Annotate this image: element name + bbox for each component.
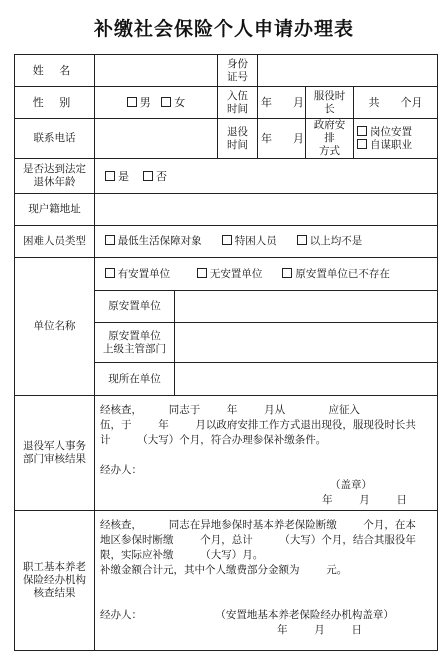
unit-option-gone[interactable]: 原安置单位已不存在 xyxy=(282,268,390,280)
veteran-review-line2: 伍，于 年 月以政府安排工作方式退出现役，服现役时长共 xyxy=(100,419,416,431)
checkbox-icon xyxy=(197,268,207,278)
checkbox-icon xyxy=(105,268,115,278)
hardship-option-1[interactable]: 最低生活保障对象 xyxy=(105,235,202,247)
retirement-age-label: 是否达到法定 退休年龄 xyxy=(15,159,95,194)
placement-method-label: 政府安排 方式 xyxy=(306,119,354,159)
orig-unit-label: 原安置单位 xyxy=(95,291,175,323)
retire-yes-option[interactable]: 是 xyxy=(105,170,129,183)
placement-method-options xyxy=(354,119,438,159)
application-form-table xyxy=(14,54,438,651)
pension-review-date: 年 月 日 xyxy=(277,624,363,636)
unit-option-none[interactable]: 无安置单位 xyxy=(197,268,263,280)
checkbox-icon xyxy=(105,235,115,245)
service-length-label: 服役时长 xyxy=(306,87,354,119)
pension-review-line4: 补缴金额合计元，其中个人缴费部分金额为 元。 xyxy=(100,564,348,576)
id-label: 身份 证号 xyxy=(218,55,258,87)
pension-review-line3: 限，实际应补缴 （大写）月。 xyxy=(100,549,264,561)
hardship-type-options xyxy=(95,226,438,258)
gender-options xyxy=(95,87,218,119)
checkbox-icon xyxy=(127,97,137,107)
pension-review-content xyxy=(95,511,438,651)
checkbox-icon xyxy=(357,139,367,149)
phone-field[interactable] xyxy=(95,119,218,159)
checkbox-icon xyxy=(282,268,292,278)
veteran-review-line1: 经核查， 同志于 年 月从 应征入 xyxy=(100,404,360,416)
pension-review-seal: （安置地基本养老保险经办机构盖章） xyxy=(215,609,394,621)
hardship-option-3[interactable]: 以上均不是 xyxy=(297,235,363,247)
retirement-age-options xyxy=(95,159,438,194)
orig-unit-field[interactable] xyxy=(175,291,438,323)
enlist-time-field[interactable]: 年 月 xyxy=(258,87,306,119)
pension-review-handler: 经办人： （安置地基本养老保险经办机构盖章） xyxy=(100,609,394,621)
checkbox-icon xyxy=(297,235,307,245)
veteran-review-content xyxy=(95,396,438,511)
orig-dept-label: 原安置单位 上级主管部门 xyxy=(95,323,175,363)
name-label: 姓 名 xyxy=(15,55,95,87)
id-number-field[interactable] xyxy=(258,55,438,87)
address-label: 现户籍地址 xyxy=(15,194,95,226)
unit-option-has[interactable]: 有安置单位 xyxy=(105,268,171,280)
checkbox-icon xyxy=(357,126,367,136)
gender-male-option[interactable]: 男 xyxy=(127,96,151,109)
veteran-review-handler: 经办人： xyxy=(100,464,142,476)
pension-review-line2: 地区参保时断缴 个月，总计 （大写）个月，结合其服役年 xyxy=(100,534,416,546)
enlist-time-label: 入伍 时间 xyxy=(218,87,258,119)
orig-dept-field[interactable] xyxy=(175,323,438,363)
checkbox-icon xyxy=(143,171,153,181)
name-field[interactable] xyxy=(95,55,218,87)
hardship-type-label: 困难人员类型 xyxy=(15,226,95,258)
veteran-review-seal: （盖章） xyxy=(330,479,373,491)
pension-review-label: 职工基本养老 保险经办机构 核查结果 xyxy=(15,511,95,651)
address-field[interactable] xyxy=(95,194,438,226)
current-unit-label: 现所在单位 xyxy=(95,363,175,396)
form-title: 补缴社会保险个人申请办理表 xyxy=(93,18,354,40)
current-unit-field[interactable] xyxy=(175,363,438,396)
phone-label: 联系电话 xyxy=(15,119,95,159)
veteran-review-line3: 计 （大写）个月，符合办理参保补缴条件。 xyxy=(100,434,327,446)
unit-name-label: 单位名称 xyxy=(15,258,95,396)
placement-self-option[interactable]: 自谋职业 xyxy=(357,139,434,152)
veteran-review-label: 退役军人事务 部门审核结果 xyxy=(15,396,95,511)
service-length-field[interactable]: 共 个月 xyxy=(354,87,438,119)
retire-no-option[interactable]: 否 xyxy=(143,170,167,183)
checkbox-icon xyxy=(105,171,115,181)
checkbox-icon xyxy=(161,97,171,107)
placement-job-option[interactable]: 岗位安置 xyxy=(357,126,434,139)
unit-options xyxy=(95,258,438,291)
gender-label: 性 别 xyxy=(15,87,95,119)
veteran-review-date: 年 月 日 xyxy=(322,494,408,506)
gender-female-option[interactable]: 女 xyxy=(161,96,185,109)
pension-review-line1: 经核查， 同志在异地参保时基本养老保险断缴 个月，在本 xyxy=(100,519,416,531)
hardship-option-2[interactable]: 特困人员 xyxy=(222,235,277,247)
discharge-time-label: 退役 时间 xyxy=(218,119,258,159)
discharge-time-field[interactable]: 年 月 xyxy=(258,119,306,159)
checkbox-icon xyxy=(222,235,232,245)
